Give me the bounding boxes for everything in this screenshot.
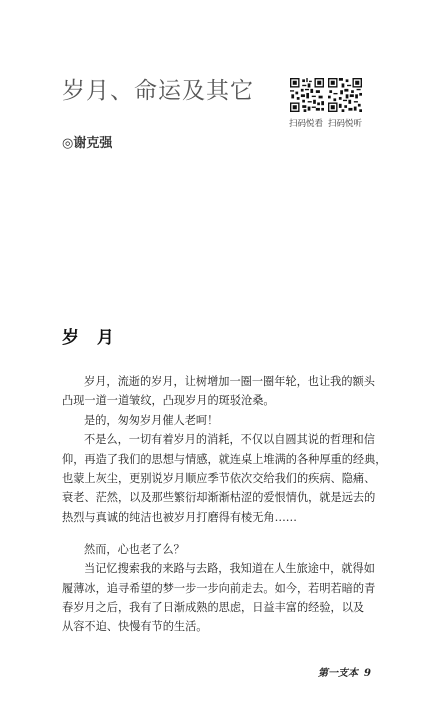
qr-code-graphic-watch [290,78,324,112]
body-text [62,372,387,637]
page-footer [318,664,371,679]
paragraph-line: 也蒙上灰尘，更别说岁月顺应季节依次交给我们的疾病、隐痛、 [62,471,376,485]
paragraph-line: 履薄冰，追寻希望的梦一步一步向前走去。如今，若明若暗的青 [62,581,376,595]
chapter-name: 第一支本 [318,668,359,679]
paragraph-line: 然而，心也老了么？ [84,542,185,556]
qr-code-icon[interactable] [328,78,362,112]
page-title: 岁月、命运及其它 [62,78,254,104]
qr-label-listen: 扫码悦听 [328,119,363,129]
paragraph-line: 衰老、茫然，以及那些繁衍却渐渐枯涩的爱恨情仇，就是远去的 [62,491,376,505]
qr-code-icon[interactable] [290,78,324,112]
paragraph-line: 春岁月之后，我有了日渐成熟的思虑，日益丰富的经验，以及 [62,600,365,614]
paragraph-line: 当记忆搜索我的来路与去路，我知道在人生旅途中，就得如 [84,562,375,576]
section-title: 岁 月 [62,328,120,348]
paragraph-line: 凸现一道一道皱纹，凸现岁月的斑驳沧桑。 [62,394,275,408]
author-name: ◎谢克强 [62,136,113,151]
paragraph-line: 岁月，流逝的岁月，让树增加一圈一圈年轮，也让我的额头 [84,375,375,388]
qr-label-watch: 扫码悦看 [289,119,324,129]
paragraph-line: 从容不迫、快慢有节的生活。 [62,620,208,634]
qr-code-graphic-listen [328,78,362,112]
paragraph-line: 仰，再造了我们的思想与情感，就连桌上堆满的各种厚重的经典， [62,452,387,466]
page-number: 9 [364,668,371,679]
paragraph-line: 不是么，一切有着岁月的消耗，不仅以自圆其说的哲理和信 [84,433,375,447]
paragraph-line: 热烈与真诚的纯洁也被岁月打磨得有棱无角…… [62,510,297,524]
paragraph-line: 是的，匆匆岁月催人老呵！ [84,413,219,427]
